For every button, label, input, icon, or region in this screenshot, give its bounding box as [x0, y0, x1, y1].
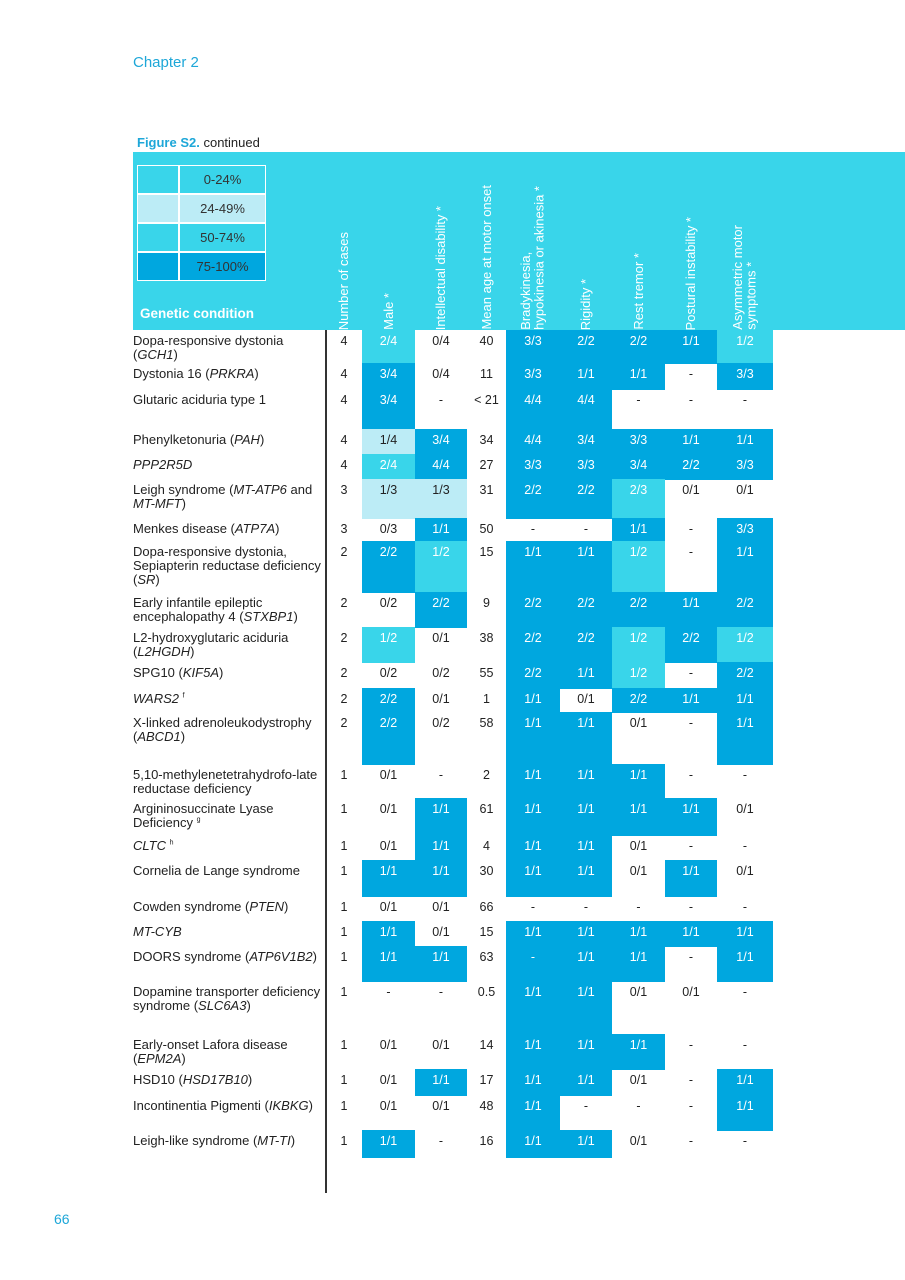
- column-header: [506, 152, 560, 330]
- row-label: Leigh-like syndrome (MT-TI): [133, 1133, 296, 1148]
- table-cell: 1: [340, 1099, 348, 1113]
- table-cell: 2/2: [560, 592, 612, 628]
- table-cell: -: [583, 900, 589, 914]
- table-cell: 2/2: [560, 479, 612, 519]
- table-cell: 1/1: [560, 946, 612, 982]
- row-label: MT-CYB: [133, 924, 182, 939]
- table-cell: -: [688, 545, 694, 559]
- legend-label: 75-100%: [179, 252, 266, 281]
- table-cell: 3/3: [506, 330, 560, 364]
- table-cell: 63: [479, 950, 494, 964]
- table-cell: -: [438, 985, 444, 999]
- table-cell: 30: [479, 864, 494, 878]
- legend-swatch: [137, 194, 179, 223]
- row-label: SPG10 (KIF5A): [133, 665, 224, 680]
- table-cell: 1/1: [665, 592, 717, 628]
- table-cell: 1/1: [560, 541, 612, 593]
- table-cell: 1/2: [362, 627, 415, 663]
- column-header-label: Bradykinesia, hypokinesia or akinesia *: [518, 186, 547, 330]
- table-cell: 1/1: [717, 712, 773, 765]
- table-cell: 4: [340, 393, 348, 407]
- table-cell: 1/1: [665, 798, 717, 836]
- table-cell: 1/1: [560, 798, 612, 836]
- table-cell: 1/2: [717, 330, 773, 364]
- table-cell: 1/1: [362, 860, 415, 897]
- legend-row: [137, 252, 266, 281]
- row-label: Cornelia de Lange syndrome: [133, 863, 300, 878]
- table-cell: -: [688, 393, 694, 407]
- row-label: Dopa-responsive dystonia (GCH1): [133, 333, 284, 363]
- table-cell: -: [688, 522, 694, 536]
- table-cell: 2/2: [362, 688, 415, 713]
- table-cell: 11: [480, 367, 493, 381]
- table-cell: -: [688, 1073, 694, 1087]
- table-cell: -: [688, 768, 694, 782]
- table-cell: 3/3: [506, 363, 560, 390]
- table-cell: 0/1: [379, 839, 398, 853]
- table-cell: 1: [340, 864, 348, 878]
- legend-label: 24-49%: [179, 194, 266, 223]
- table-cell: 2/2: [665, 454, 717, 480]
- legend-row: [137, 194, 266, 223]
- table-cell: 1/1: [506, 921, 560, 947]
- legend-swatch: [137, 223, 179, 252]
- table-cell: -: [742, 393, 748, 407]
- table-cell: 2/3: [612, 479, 665, 519]
- table-cell: 3: [340, 522, 348, 536]
- table-cell: -: [688, 1134, 694, 1148]
- table-cell: 1/1: [717, 1095, 773, 1131]
- table-cell: 2/2: [612, 592, 665, 628]
- table-cell: 1/1: [665, 921, 717, 947]
- table-cell: 1/1: [506, 1095, 560, 1131]
- row-label: Dystonia 16 (PRKRA): [133, 366, 259, 381]
- column-header-label: Intellectual disability *: [433, 205, 449, 330]
- table-cell: 0/1: [432, 900, 450, 914]
- table-cell: 3/4: [362, 363, 415, 390]
- column-header: [362, 152, 415, 330]
- table-cell: 15: [479, 925, 494, 939]
- figure-suffix: continued: [199, 135, 260, 150]
- table-cell: 1/1: [612, 363, 665, 390]
- table-cell: 2/2: [612, 688, 665, 713]
- table-cell: 0/1: [379, 768, 398, 782]
- table-cell: 0/1: [736, 864, 754, 878]
- table-cell: 1/1: [560, 921, 612, 947]
- column-header-label: Rest tremor *: [630, 253, 646, 330]
- table-cell: -: [688, 1099, 694, 1113]
- table-cell: -: [530, 900, 536, 914]
- table-cell: 1/4: [362, 429, 415, 455]
- table-cell: -: [688, 950, 694, 964]
- table-cell: 1/1: [612, 518, 665, 542]
- column-header: [665, 152, 717, 330]
- table-cell: 3/3: [506, 454, 560, 480]
- table-cell: 3/3: [717, 518, 773, 542]
- table-cell: 4: [340, 433, 348, 447]
- table-cell: 0/3: [379, 522, 398, 536]
- column-header: [326, 152, 362, 330]
- figure-label: Figure S2.: [137, 135, 200, 150]
- table-cell: 0/1: [736, 802, 754, 816]
- table-cell: 1/1: [506, 764, 560, 799]
- table-cell: 1/1: [560, 662, 612, 689]
- row-label: Dopamine transporter deficiency syndrome (SLC6A3): [133, 984, 321, 1014]
- table-cell: < 21: [474, 393, 499, 407]
- table-cell: -: [742, 900, 748, 914]
- table-cell: 15: [479, 545, 494, 559]
- table-cell: 0/1: [379, 1073, 398, 1087]
- table-cell: 1/1: [560, 835, 612, 861]
- table-cell: -: [438, 768, 444, 782]
- table-cell: 1/1: [717, 429, 773, 455]
- table-cell: 0/1: [432, 925, 450, 939]
- row-label: Cowden syndrome (PTEN): [133, 899, 289, 914]
- table-cell: 1/1: [506, 712, 560, 765]
- table-cell: 55: [479, 666, 494, 680]
- table-cell: 1/3: [362, 479, 415, 519]
- table-cell: 58: [479, 716, 494, 730]
- table-cell: 0/4: [432, 334, 450, 348]
- legend-row: [137, 223, 266, 252]
- table-cell: 4: [340, 334, 348, 348]
- table-cell: 48: [479, 1099, 494, 1113]
- table-cell: 1/1: [415, 946, 467, 982]
- table-cell: 1/1: [506, 541, 560, 593]
- table-cell: 50: [479, 522, 494, 536]
- table-cell: 1/1: [560, 1130, 612, 1158]
- row-label: X-linked adrenoleukodystrophy (ABCD1): [133, 715, 312, 745]
- table-cell: 1: [340, 839, 348, 853]
- table-cell: 2/2: [560, 627, 612, 663]
- table-cell: -: [688, 1038, 694, 1052]
- table-cell: 0/1: [432, 631, 450, 645]
- table-cell: 1/2: [415, 541, 467, 593]
- row-label: DOORS syndrome (ATP6V1B2): [133, 949, 318, 964]
- table-cell: 3/3: [560, 454, 612, 480]
- table-cell: -: [742, 985, 748, 999]
- row-label: PPP2R5D: [133, 457, 193, 472]
- table-cell: 0/1: [432, 692, 450, 706]
- table-cell: 1/2: [612, 627, 665, 663]
- table-cell: -: [636, 1099, 641, 1113]
- table-cell: 1: [483, 692, 490, 706]
- table-cell: 31: [479, 483, 494, 497]
- table-cell: 1/1: [506, 835, 560, 861]
- table-cell: -: [386, 985, 391, 999]
- table-cell: 2/4: [362, 330, 415, 364]
- table-cell: -: [506, 946, 560, 982]
- table-cell: -: [688, 367, 694, 381]
- table-cell: -: [636, 900, 641, 914]
- table-cell: 1/1: [362, 946, 415, 982]
- row-label: Dopa-responsive dystonia, Sepiapterin reductase deficiency (SR): [133, 544, 321, 588]
- table-cell: 1/1: [612, 1034, 665, 1070]
- table-cell: 1/1: [717, 541, 773, 593]
- table-cell: 2: [340, 631, 348, 645]
- table-cell: -: [742, 768, 748, 782]
- column-header: [612, 152, 665, 330]
- table-cell: 2: [340, 545, 348, 559]
- column-header-label: Mean age at motor onset: [478, 185, 494, 330]
- table-cell: 2: [340, 716, 348, 730]
- table-cell: 1/1: [560, 712, 612, 765]
- row-label: HSD10 (HSD17B10): [133, 1072, 253, 1087]
- table-cell: 1: [340, 768, 348, 782]
- chapter-heading: Chapter 2: [133, 54, 199, 71]
- table-divider: [325, 330, 327, 1193]
- table-cell: -: [688, 900, 694, 914]
- legend-swatch: [137, 252, 179, 281]
- table-cell: 4/4: [560, 389, 612, 430]
- table-cell: 1/2: [612, 541, 665, 593]
- table-cell: 9: [483, 596, 490, 610]
- table-cell: 34: [479, 433, 494, 447]
- table-cell: 2/2: [362, 712, 415, 765]
- table-cell: 4/4: [415, 454, 467, 480]
- table-cell: 2/2: [717, 662, 773, 689]
- table-cell: 0/1: [629, 1134, 648, 1148]
- table-cell: 38: [479, 631, 494, 645]
- table-cell: 0.5: [477, 985, 496, 999]
- table-cell: 1/1: [560, 1069, 612, 1096]
- table-cell: 2/2: [506, 662, 560, 689]
- table-cell: 1: [340, 925, 348, 939]
- table-cell: 1/2: [717, 627, 773, 663]
- table-cell: 1/1: [717, 688, 773, 713]
- table-cell: 1: [340, 900, 348, 914]
- table-cell: 66: [479, 900, 494, 914]
- row-label: Incontinentia Pigmenti (IKBKG): [133, 1098, 313, 1113]
- table-cell: 1: [340, 1134, 348, 1148]
- table-cell: 16: [479, 1134, 494, 1148]
- table-cell: 0/1: [682, 985, 700, 999]
- column-header: [467, 152, 506, 330]
- table-cell: 3/4: [612, 454, 665, 480]
- table-cell: 0/4: [432, 367, 450, 381]
- table-cell: -: [688, 839, 694, 853]
- row-label: Phenylketonuria (PAH): [133, 432, 265, 447]
- table-cell: 1/3: [415, 479, 467, 519]
- table-cell: 1/1: [560, 1034, 612, 1070]
- table-cell: -: [583, 1099, 589, 1113]
- column-header-label: Rigidity *: [578, 278, 594, 330]
- row-label: Leigh syndrome (MT-ATP6 and MT-MFT): [133, 482, 313, 512]
- table-cell: 1/1: [612, 921, 665, 947]
- column-header: [560, 152, 612, 330]
- table-cell: 0/1: [379, 1099, 398, 1113]
- table-cell: 2: [483, 768, 490, 782]
- table-cell: 1/1: [506, 1034, 560, 1070]
- table-cell: 2/2: [612, 330, 665, 364]
- table-cell: 3: [340, 483, 348, 497]
- table-cell: 3/4: [560, 429, 612, 455]
- table-cell: 3/3: [717, 363, 773, 390]
- table-cell: 3/4: [415, 429, 467, 455]
- column-header-label: Number of cases: [336, 231, 352, 330]
- table-cell: 1/1: [560, 860, 612, 897]
- table-cell: -: [438, 1134, 444, 1148]
- table-cell: 3/3: [717, 454, 773, 480]
- column-header-label: Male *: [380, 293, 396, 330]
- table-cell: 1/1: [506, 1130, 560, 1158]
- table-cell: 2/2: [665, 627, 717, 663]
- column-header: [717, 152, 773, 330]
- table-cell: 27: [479, 458, 494, 472]
- table-cell: -: [688, 716, 694, 730]
- table-cell: 0/1: [629, 839, 648, 853]
- table-cell: -: [636, 393, 641, 407]
- table-cell: 3/3: [612, 429, 665, 455]
- table-cell: 2/2: [506, 592, 560, 628]
- table-cell: 1/1: [415, 860, 467, 897]
- table-cell: 4/4: [506, 389, 560, 430]
- row-label: CLTC $^h$: [133, 838, 174, 853]
- table-cell: 0/2: [432, 716, 450, 730]
- table-cell: 1/1: [665, 688, 717, 713]
- table-cell: 0/1: [736, 483, 754, 497]
- table-cell: 1/1: [506, 1069, 560, 1096]
- table-cell: 17: [479, 1073, 494, 1087]
- row-label: L2-hydroxyglutaric aciduria (L2HGDH): [133, 630, 289, 660]
- table-cell: 0/1: [682, 483, 700, 497]
- table-cell: 2/2: [415, 592, 467, 628]
- table-cell: 1/1: [415, 798, 467, 836]
- table-cell: 1: [340, 985, 348, 999]
- table-cell: 1/1: [415, 518, 467, 542]
- table-cell: 0/1: [379, 900, 398, 914]
- table-cell: 1/1: [665, 429, 717, 455]
- table-cell: 0/1: [629, 985, 648, 999]
- row-label: Early infantile epileptic encephalopathy 4 (STXBP1): [133, 595, 298, 625]
- table-cell: 0/1: [379, 802, 398, 816]
- table-cell: 4: [340, 367, 348, 381]
- table-cell: 2/2: [717, 592, 773, 628]
- row-label: Menkes disease (ATP7A): [133, 521, 280, 536]
- table-cell: -: [688, 666, 694, 680]
- table-cell: 2: [340, 692, 348, 706]
- table-cell: 1/1: [506, 688, 560, 713]
- table-cell: 1/1: [612, 946, 665, 982]
- table-cell: 2: [340, 666, 348, 680]
- table-cell: 2/2: [506, 627, 560, 663]
- page-number: 66: [54, 1211, 70, 1227]
- table-cell: 1/1: [560, 363, 612, 390]
- table-cell: 1/1: [665, 860, 717, 897]
- table-cell: 0/1: [432, 1099, 450, 1113]
- table-cell: -: [583, 522, 589, 536]
- column-header: [415, 152, 467, 330]
- color-legend: [137, 165, 266, 281]
- row-label: Early-onset Lafora disease (EPM2A): [133, 1037, 288, 1067]
- table-cell: 0/2: [379, 596, 398, 610]
- table-cell: 61: [479, 802, 494, 816]
- column-header-label: Asymmetric motor symptoms *: [730, 225, 759, 330]
- table-cell: 1/1: [665, 330, 717, 364]
- table-cell: 0/1: [379, 1038, 398, 1052]
- table-cell: 1/1: [362, 921, 415, 947]
- table-cell: 1/1: [612, 798, 665, 836]
- table-cell: -: [742, 1038, 748, 1052]
- table-cell: 1: [340, 1038, 348, 1052]
- genetic-condition-header: Genetic condition: [140, 306, 255, 321]
- table-cell: 4/4: [506, 429, 560, 455]
- table-cell: 0/2: [379, 666, 398, 680]
- row-label: WARS2 $^f$: [133, 691, 185, 706]
- table-cell: 14: [479, 1038, 494, 1052]
- table-cell: -: [530, 522, 536, 536]
- table-cell: 1/1: [717, 946, 773, 982]
- table-cell: 40: [479, 334, 494, 348]
- table-cell: 1/1: [362, 1130, 415, 1158]
- table-cell: 1: [340, 802, 348, 816]
- table-cell: -: [742, 839, 748, 853]
- table-cell: 1/1: [560, 981, 612, 1035]
- table-cell: 1/1: [506, 981, 560, 1035]
- table-cell: 1/2: [612, 662, 665, 689]
- legend-label: 0-24%: [179, 165, 266, 194]
- table-cell: 1/1: [612, 764, 665, 799]
- table-cell: -: [438, 393, 444, 407]
- table-cell: -: [742, 1134, 748, 1148]
- table-cell: 0/1: [577, 692, 595, 706]
- row-label: 5,10-methylenetetrahydrofo-late reductase deficiency: [133, 767, 318, 797]
- column-header-label: Postural instability *: [683, 216, 699, 330]
- table-cell: 0/1: [432, 1038, 450, 1052]
- table-cell: 4: [483, 839, 490, 853]
- table-cell: 4: [340, 458, 348, 472]
- table-cell: 1/1: [717, 1069, 773, 1096]
- table-cell: 2/2: [506, 479, 560, 519]
- table-cell: 2/4: [362, 454, 415, 480]
- table-cell: 0/1: [629, 1073, 648, 1087]
- table-cell: 2: [340, 596, 348, 610]
- legend-swatch: [137, 165, 179, 194]
- table-cell: 1: [340, 1073, 348, 1087]
- row-label: Argininosuccinate Lyase Deficiency $^g$: [133, 801, 274, 831]
- figure-title: [137, 135, 260, 150]
- table-cell: 0/2: [432, 666, 450, 680]
- table-cell: 3/4: [362, 389, 415, 430]
- row-label: Glutaric aciduria type 1: [133, 392, 266, 407]
- table-cell: 1/1: [717, 921, 773, 947]
- table-cell: 2/2: [560, 330, 612, 364]
- table-cell: 1/1: [506, 798, 560, 836]
- table-cell: 0/1: [629, 864, 648, 878]
- table-cell: 1/1: [560, 764, 612, 799]
- table-cell: 0/1: [629, 716, 648, 730]
- legend-label: 50-74%: [179, 223, 266, 252]
- table-cell: 1/1: [506, 860, 560, 897]
- table-cell: 1/1: [415, 835, 467, 861]
- table-cell: 2/2: [362, 541, 415, 593]
- legend-row: [137, 165, 266, 194]
- table-cell: 1/1: [415, 1069, 467, 1096]
- table-cell: 1: [340, 950, 348, 964]
